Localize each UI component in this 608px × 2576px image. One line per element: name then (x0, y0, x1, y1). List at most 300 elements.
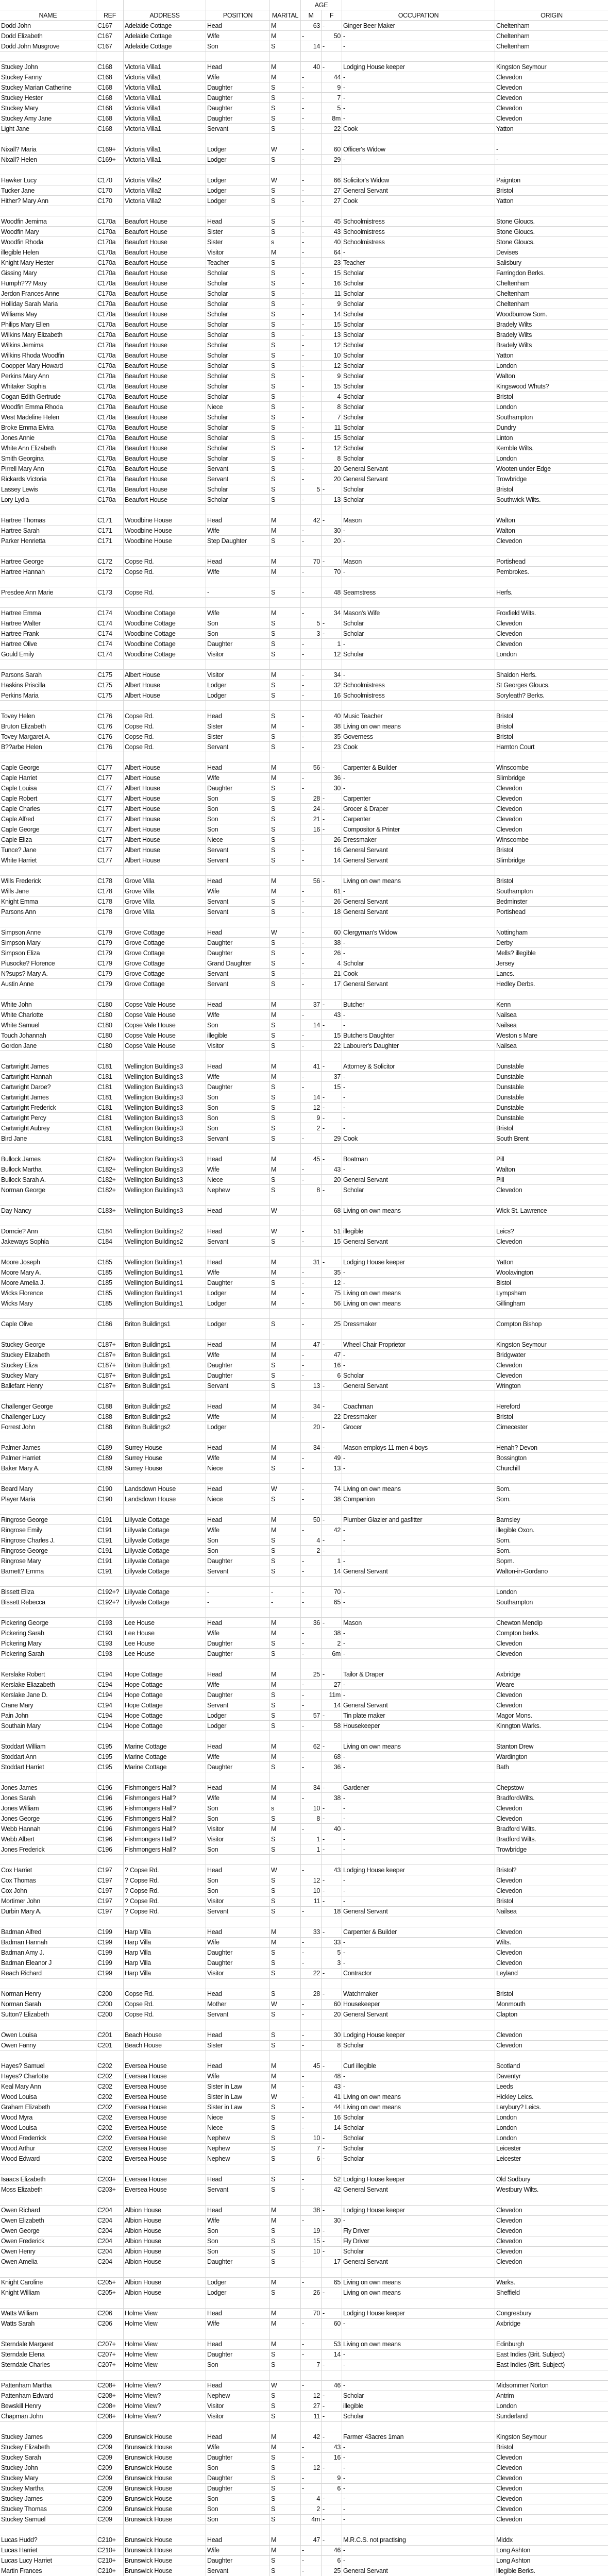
address-cell[interactable]: Beaufort House (124, 258, 206, 268)
ref-cell[interactable]: C187+ (96, 1350, 124, 1360)
age-f-cell[interactable]: - (322, 2206, 342, 2216)
age-f-cell[interactable]: - (322, 1257, 342, 1267)
address-cell[interactable]: ? Copse Rd. (124, 1875, 206, 1886)
marital-cell[interactable]: M (270, 2309, 301, 2319)
occupation-cell[interactable]: Mason employs 11 men 4 boys (342, 1443, 495, 1453)
marital-cell[interactable]: S (270, 2412, 301, 2422)
age-m-cell[interactable]: - (301, 72, 322, 82)
empty-cell[interactable] (495, 1329, 608, 1340)
occupation-cell[interactable]: Scholar (342, 1185, 495, 1195)
occupation-cell[interactable]: General Servant (342, 896, 495, 907)
empty-cell[interactable] (124, 917, 206, 927)
age-m-cell[interactable]: - (301, 196, 322, 206)
ref-cell[interactable]: C202 (96, 2103, 124, 2113)
marital-cell[interactable]: S (270, 2030, 301, 2041)
empty-cell[interactable] (206, 1473, 270, 1484)
address-cell[interactable]: Victoria Villa1 (124, 72, 206, 82)
occupation-cell[interactable]: Scholar (342, 361, 495, 371)
empty-cell[interactable] (322, 2051, 342, 2061)
empty-cell[interactable] (322, 1195, 342, 1206)
empty-cell[interactable] (0, 1659, 96, 1669)
age-m-cell[interactable]: - (301, 1566, 322, 1577)
origin-cell[interactable]: Clevedon (495, 2453, 608, 2463)
age-f-cell[interactable]: - (322, 999, 342, 1010)
age-m-cell[interactable]: - (301, 639, 322, 649)
name-cell[interactable]: Dodd John Musgrove (0, 41, 96, 52)
ref-cell[interactable]: C209 (96, 2463, 124, 2473)
age-f-cell[interactable]: - (322, 2288, 342, 2298)
name-cell[interactable]: White John (0, 999, 96, 1010)
empty-cell[interactable] (270, 1659, 301, 1669)
ref-cell[interactable]: C199 (96, 1927, 124, 1938)
occupation-cell[interactable]: General Servant (342, 1700, 495, 1710)
marital-cell[interactable]: S (270, 402, 301, 412)
origin-cell[interactable]: Clevedon (495, 2030, 608, 2041)
name-cell[interactable]: Mortimer John (0, 1896, 96, 1907)
age-f-cell[interactable]: 15 (322, 1082, 342, 1092)
empty-cell[interactable] (322, 989, 342, 999)
origin-cell[interactable]: Clevedon (495, 2247, 608, 2257)
age-f-cell[interactable]: 9 (322, 299, 342, 309)
ref-cell[interactable]: C182+ (96, 1175, 124, 1185)
empty-cell[interactable] (301, 1051, 322, 1061)
origin-cell[interactable]: Antrim (495, 2391, 608, 2401)
marital-cell[interactable]: S (270, 979, 301, 989)
ref-cell[interactable]: C187+ (96, 1360, 124, 1370)
marital-cell[interactable]: M (270, 21, 301, 31)
origin-cell[interactable]: Clevedon (495, 1700, 608, 1710)
age-f-cell[interactable]: 40 (322, 1824, 342, 1834)
address-cell[interactable]: Beaufort House (124, 381, 206, 392)
origin-cell[interactable]: Yatton (495, 350, 608, 361)
empty-cell[interactable] (96, 206, 124, 216)
empty-cell[interactable] (270, 1216, 301, 1226)
ref-cell[interactable]: C209 (96, 2453, 124, 2463)
name-cell[interactable]: Southain Mary (0, 1721, 96, 1731)
origin-cell[interactable]: Leicester (495, 2144, 608, 2154)
age-f-cell[interactable]: 36 (322, 773, 342, 783)
position-cell[interactable]: Daughter (206, 103, 270, 113)
position-cell[interactable]: Son (206, 1535, 270, 1546)
address-cell[interactable]: Beaufort House (124, 484, 206, 495)
name-cell[interactable]: Owen Louisa (0, 2030, 96, 2041)
empty-cell[interactable] (495, 1979, 608, 1989)
ref-cell[interactable]: C170a (96, 340, 124, 350)
age-f-cell[interactable]: 6 (322, 1370, 342, 1381)
occupation-cell[interactable]: M.R.C.S. not practising (342, 2535, 495, 2546)
empty-cell[interactable] (270, 1731, 301, 1741)
position-cell[interactable]: Head (206, 2432, 270, 2443)
origin-cell[interactable]: London (495, 2123, 608, 2133)
empty-cell[interactable] (124, 206, 206, 216)
ref-cell[interactable]: C167 (96, 31, 124, 41)
name-cell[interactable]: Caple George (0, 762, 96, 773)
ref-cell[interactable]: C170a (96, 216, 124, 227)
name-cell[interactable]: Bissett Eliza (0, 1587, 96, 1597)
name-cell[interactable]: Perkins Maria (0, 690, 96, 701)
ref-cell[interactable]: C196 (96, 1783, 124, 1793)
marital-cell[interactable]: S (270, 639, 301, 649)
age-f-cell[interactable]: 27 (322, 196, 342, 206)
empty-cell[interactable] (301, 1309, 322, 1319)
empty-cell[interactable] (495, 2267, 608, 2278)
origin-cell[interactable]: London (495, 649, 608, 659)
age-m-cell[interactable]: - (301, 1370, 322, 1381)
position-cell[interactable]: Son (206, 2226, 270, 2236)
empty-cell[interactable] (124, 2298, 206, 2309)
marital-cell[interactable]: S (270, 2566, 301, 2576)
origin-cell[interactable]: Som. (495, 1484, 608, 1494)
position-cell[interactable]: Wife (206, 1267, 270, 1278)
empty-cell[interactable] (301, 1577, 322, 1587)
name-cell[interactable]: Ballefant Henry (0, 1381, 96, 1391)
origin-cell[interactable]: Cheltenham (495, 289, 608, 299)
occupation-cell[interactable]: Scholar (342, 402, 495, 412)
empty-cell[interactable] (322, 1391, 342, 1401)
occupation-cell[interactable]: - (342, 1103, 495, 1113)
position-cell[interactable]: Visitor (206, 1896, 270, 1907)
address-cell[interactable]: Victoria Villa1 (124, 62, 206, 72)
marital-cell[interactable]: s (270, 237, 301, 247)
age-m-cell[interactable]: - (301, 2216, 322, 2226)
origin-cell[interactable]: Clevedon (495, 1886, 608, 1896)
marital-cell[interactable]: M (270, 1072, 301, 1082)
age-f-cell[interactable]: 20 (322, 2010, 342, 2020)
empty-cell[interactable] (206, 917, 270, 927)
occupation-cell[interactable]: - (342, 1896, 495, 1907)
address-cell[interactable]: Beaufort House (124, 412, 206, 422)
occupation-cell[interactable]: Scholar (342, 2144, 495, 2154)
empty-cell[interactable] (270, 2051, 301, 2061)
address-cell[interactable]: Albert House (124, 804, 206, 814)
address-cell[interactable]: Lillyvale Cottage (124, 1546, 206, 1556)
ref-cell[interactable]: C170a (96, 319, 124, 330)
name-cell[interactable]: Woodfin Jemima (0, 216, 96, 227)
address-cell[interactable]: Beaufort House (124, 289, 206, 299)
age-m-cell[interactable]: - (301, 1463, 322, 1473)
origin-cell[interactable]: Cheltenham (495, 278, 608, 289)
name-cell[interactable]: Bewskill Henry (0, 2401, 96, 2412)
age-m-cell[interactable]: - (301, 1164, 322, 1175)
position-cell[interactable]: Wife (206, 2319, 270, 2329)
age-m-cell[interactable]: - (301, 309, 322, 319)
marital-cell[interactable]: M (270, 2432, 301, 2443)
empty-cell[interactable] (301, 1432, 322, 1443)
age-f-cell[interactable]: 38 (322, 1793, 342, 1803)
age-f-cell[interactable]: 14 (322, 309, 342, 319)
empty-cell[interactable] (0, 2422, 96, 2432)
empty-cell[interactable] (270, 866, 301, 876)
address-cell[interactable]: Victoria Villa1 (124, 113, 206, 124)
position-cell[interactable]: Head (206, 1989, 270, 1999)
name-cell[interactable]: Simpson Anne (0, 927, 96, 938)
marital-cell[interactable]: S (270, 711, 301, 721)
origin-cell[interactable]: Clevedon (495, 783, 608, 793)
position-cell[interactable]: Wife (206, 2546, 270, 2556)
ref-cell[interactable]: C182+ (96, 1185, 124, 1195)
empty-cell[interactable] (206, 1917, 270, 1927)
occupation-cell[interactable]: General Servant (342, 855, 495, 866)
empty-cell[interactable] (124, 1979, 206, 1989)
age-f-cell[interactable]: 40 (322, 237, 342, 247)
address-cell[interactable]: Grove Villa (124, 876, 206, 886)
age-f-cell[interactable]: - (322, 1989, 342, 1999)
position-cell[interactable]: Daughter (206, 2350, 270, 2360)
origin-cell[interactable]: Middx (495, 2535, 608, 2546)
address-cell[interactable]: Beaufort House (124, 330, 206, 340)
empty-cell[interactable] (0, 1504, 96, 1515)
marital-cell[interactable]: S (270, 783, 301, 793)
marital-cell[interactable]: M (270, 2082, 301, 2092)
name-cell[interactable]: Williams May (0, 309, 96, 319)
age-m-cell[interactable]: - (301, 474, 322, 484)
empty-cell[interactable] (301, 1659, 322, 1669)
occupation-cell[interactable]: - (342, 247, 495, 258)
name-cell[interactable]: White Charlotte (0, 1010, 96, 1020)
origin-cell[interactable]: Clapton (495, 2010, 608, 2020)
ref-cell[interactable]: C202 (96, 2113, 124, 2123)
marital-cell[interactable]: S (270, 742, 301, 752)
name-cell[interactable]: Humph??? Mary (0, 278, 96, 289)
occupation-cell[interactable]: Scholar (342, 309, 495, 319)
position-cell[interactable]: Head (206, 762, 270, 773)
address-cell[interactable]: Beaufort House (124, 464, 206, 474)
occupation-cell[interactable]: Scholar (342, 330, 495, 340)
ref-cell[interactable]: C204 (96, 2226, 124, 2236)
origin-cell[interactable]: Kingston Seymour (495, 1340, 608, 1350)
marital-cell[interactable]: s (270, 1803, 301, 1814)
empty-cell[interactable] (342, 1144, 495, 1154)
age-m-cell[interactable]: 56 (301, 876, 322, 886)
name-cell[interactable]: Bissett Rebecca (0, 1597, 96, 1607)
position-cell[interactable]: Son (206, 2515, 270, 2525)
origin-cell[interactable]: Clevedon (495, 1875, 608, 1886)
origin-cell[interactable]: Hedley Derbs. (495, 979, 608, 989)
age-f-cell[interactable]: 32 (322, 680, 342, 690)
position-cell[interactable]: Scholar (206, 484, 270, 495)
origin-cell[interactable]: Bradely Wilts (495, 330, 608, 340)
age-m-cell[interactable]: 14 (301, 1020, 322, 1030)
occupation-cell[interactable]: - (342, 1092, 495, 1103)
age-f-cell[interactable]: 56 (322, 1298, 342, 1309)
age-f-cell[interactable]: 51 (322, 1226, 342, 1236)
marital-cell[interactable]: S (270, 1700, 301, 1710)
origin-cell[interactable]: Wilts. (495, 1938, 608, 1948)
age-f-cell[interactable]: - (322, 629, 342, 639)
origin-cell[interactable]: Long Ashton (495, 2546, 608, 2556)
name-cell[interactable]: Pickering Sarah (0, 1649, 96, 1659)
empty-cell[interactable] (322, 2370, 342, 2381)
name-cell[interactable]: Jones George (0, 1814, 96, 1824)
marital-cell[interactable]: M (270, 2072, 301, 2082)
empty-cell[interactable] (0, 1432, 96, 1443)
origin-cell[interactable]: Stone Gloucs. (495, 227, 608, 237)
occupation-cell[interactable]: - (342, 72, 495, 82)
age-f-cell[interactable]: 11 (322, 422, 342, 433)
age-f-cell[interactable]: 13 (322, 330, 342, 340)
marital-cell[interactable]: M (270, 1267, 301, 1278)
name-cell[interactable]: Knight Mary Hester (0, 258, 96, 268)
position-cell[interactable]: Visitor (206, 2401, 270, 2412)
age-f-cell[interactable]: 27 (322, 1680, 342, 1690)
address-cell[interactable]: Beaufort House (124, 319, 206, 330)
age-m-cell[interactable]: 5 (301, 618, 322, 629)
age-f-cell[interactable]: 36 (322, 1762, 342, 1772)
name-cell[interactable]: Caple Charles (0, 804, 96, 814)
name-cell[interactable]: Stuckey John (0, 62, 96, 72)
address-cell[interactable]: Beaufort House (124, 278, 206, 289)
occupation-cell[interactable]: Scholar (342, 392, 495, 402)
ref-cell[interactable]: C207+ (96, 2340, 124, 2350)
age-m-cell[interactable]: - (301, 2473, 322, 2484)
ref-cell[interactable]: C178 (96, 886, 124, 896)
marital-cell[interactable]: S (270, 2010, 301, 2020)
age-f-cell[interactable]: - (322, 1886, 342, 1896)
age-m-cell[interactable]: - (301, 2041, 322, 2051)
empty-cell[interactable] (270, 134, 301, 144)
ref-cell[interactable]: C181 (96, 1092, 124, 1103)
empty-cell[interactable] (0, 165, 96, 175)
position-cell[interactable]: Son (206, 1844, 270, 1855)
empty-cell[interactable] (0, 1216, 96, 1226)
empty-cell[interactable] (206, 989, 270, 999)
empty-cell[interactable] (301, 752, 322, 762)
ref-cell[interactable]: C202 (96, 2061, 124, 2072)
origin-cell[interactable]: Pill (495, 1154, 608, 1164)
age-m-cell[interactable]: - (301, 155, 322, 165)
position-cell[interactable]: Visitor (206, 247, 270, 258)
empty-cell[interactable] (495, 2195, 608, 2206)
occupation-cell[interactable]: Scholar (342, 629, 495, 639)
position-cell[interactable]: Daughter (206, 948, 270, 958)
age-m-cell[interactable]: - (301, 1628, 322, 1638)
marital-cell[interactable]: S (270, 2257, 301, 2267)
empty-cell[interactable] (96, 1772, 124, 1783)
occupation-cell[interactable]: - (342, 1010, 495, 1020)
address-cell[interactable]: Albert House (124, 814, 206, 824)
empty-cell[interactable] (0, 659, 96, 670)
marital-cell[interactable]: S (270, 422, 301, 433)
name-cell[interactable]: White Samuel (0, 1020, 96, 1030)
name-cell[interactable]: Simpson Eliza (0, 948, 96, 958)
empty-cell[interactable] (495, 1855, 608, 1865)
marital-cell[interactable]: S (270, 732, 301, 742)
age-f-cell[interactable]: 14 (322, 1566, 342, 1577)
age-f-cell[interactable]: - (322, 1381, 342, 1391)
age-m-cell[interactable]: 16 (301, 824, 322, 835)
age-f-cell[interactable]: 29 (322, 1133, 342, 1144)
age-f-cell[interactable]: 1 (322, 639, 342, 649)
origin-cell[interactable]: Clevedon (495, 1370, 608, 1381)
marital-cell[interactable]: S (270, 2226, 301, 2236)
empty-cell[interactable] (124, 1391, 206, 1401)
ref-cell[interactable]: C209 (96, 2443, 124, 2453)
age-f-cell[interactable]: - (322, 1875, 342, 1886)
position-cell[interactable]: Scholar (206, 495, 270, 505)
position-cell[interactable]: Servant (206, 1700, 270, 1710)
marital-cell[interactable]: S (270, 124, 301, 134)
address-cell[interactable]: Eversea House (124, 2061, 206, 2072)
empty-cell[interactable] (301, 989, 322, 999)
ref-cell[interactable]: C188 (96, 1422, 124, 1432)
ref-cell[interactable]: C189 (96, 1443, 124, 1453)
name-cell[interactable]: Stuckey Elizabeth (0, 1350, 96, 1360)
ref-cell[interactable]: C179 (96, 938, 124, 948)
name-cell[interactable]: Norman George (0, 1185, 96, 1195)
address-cell[interactable]: Harp Villa (124, 1938, 206, 1948)
occupation-cell[interactable]: - (342, 2473, 495, 2484)
ref-cell[interactable]: C210+ (96, 2566, 124, 2576)
empty-cell[interactable] (96, 1917, 124, 1927)
empty-cell[interactable] (0, 505, 96, 515)
empty-cell[interactable] (342, 1309, 495, 1319)
age-f-cell[interactable]: 38 (322, 1628, 342, 1638)
position-cell[interactable]: Scholar (206, 309, 270, 319)
ref-cell[interactable]: C207+ (96, 2360, 124, 2370)
address-cell[interactable]: Fishmongers Hall? (124, 1783, 206, 1793)
empty-cell[interactable] (96, 2051, 124, 2061)
marital-cell[interactable]: M (270, 1288, 301, 1298)
ref-cell[interactable]: C195 (96, 1741, 124, 1752)
name-cell[interactable]: Lassey Lewis (0, 484, 96, 495)
occupation-cell[interactable]: - (342, 639, 495, 649)
address-cell[interactable]: Fishmongers Hall? (124, 1793, 206, 1803)
age-f-cell[interactable]: 12 (322, 361, 342, 371)
age-f-cell[interactable]: 34 (322, 670, 342, 680)
address-cell[interactable]: Brunswick House (124, 2432, 206, 2443)
origin-cell[interactable]: Sunderland (495, 2412, 608, 2422)
ref-cell[interactable]: C197 (96, 1907, 124, 1917)
ref-cell[interactable]: C170a (96, 247, 124, 258)
name-cell[interactable]: Watts Sarah (0, 2319, 96, 2329)
ref-cell[interactable]: C199 (96, 1958, 124, 1969)
age-f-cell[interactable]: - (322, 2154, 342, 2164)
name-cell[interactable]: Pain John (0, 1710, 96, 1721)
position-cell[interactable]: Sister (206, 237, 270, 247)
position-cell[interactable]: Lodger (206, 2278, 270, 2288)
occupation-cell[interactable]: Companion (342, 1494, 495, 1504)
position-cell[interactable]: Visitor (206, 1041, 270, 1051)
marital-cell[interactable]: S (270, 587, 301, 598)
age-f-cell[interactable]: - (322, 1443, 342, 1453)
marital-cell[interactable]: M (270, 1525, 301, 1535)
empty-cell[interactable] (0, 546, 96, 556)
address-cell[interactable]: Albion House (124, 2247, 206, 2257)
ref-cell[interactable]: C171 (96, 515, 124, 526)
occupation-cell[interactable]: Schoolmistress (342, 227, 495, 237)
occupation-cell[interactable]: Living on own means (342, 2288, 495, 2298)
marital-cell[interactable]: W (270, 175, 301, 185)
empty-cell[interactable] (124, 1247, 206, 1257)
origin-cell[interactable]: London (495, 2401, 608, 2412)
position-cell[interactable]: Head (206, 1618, 270, 1628)
age-f-cell[interactable]: - (322, 1020, 342, 1030)
header-blank-cell[interactable] (270, 0, 301, 10)
address-cell[interactable]: Wellington Buildings2 (124, 1236, 206, 1247)
marital-cell[interactable]: S (270, 1092, 301, 1103)
marital-cell[interactable]: S (270, 804, 301, 814)
origin-cell[interactable]: Sheffield (495, 2288, 608, 2298)
occupation-cell[interactable]: Cook (342, 1133, 495, 1144)
origin-cell[interactable]: Dunstable (495, 1113, 608, 1123)
ref-cell[interactable]: C170a (96, 237, 124, 247)
address-cell[interactable]: Grove Cottage (124, 938, 206, 948)
position-cell[interactable]: Wife (206, 1628, 270, 1638)
marital-cell[interactable]: W (270, 1206, 301, 1216)
name-cell[interactable]: Challenger George (0, 1401, 96, 1412)
name-cell[interactable]: Lory Lydia (0, 495, 96, 505)
age-m-cell[interactable]: - (301, 412, 322, 422)
